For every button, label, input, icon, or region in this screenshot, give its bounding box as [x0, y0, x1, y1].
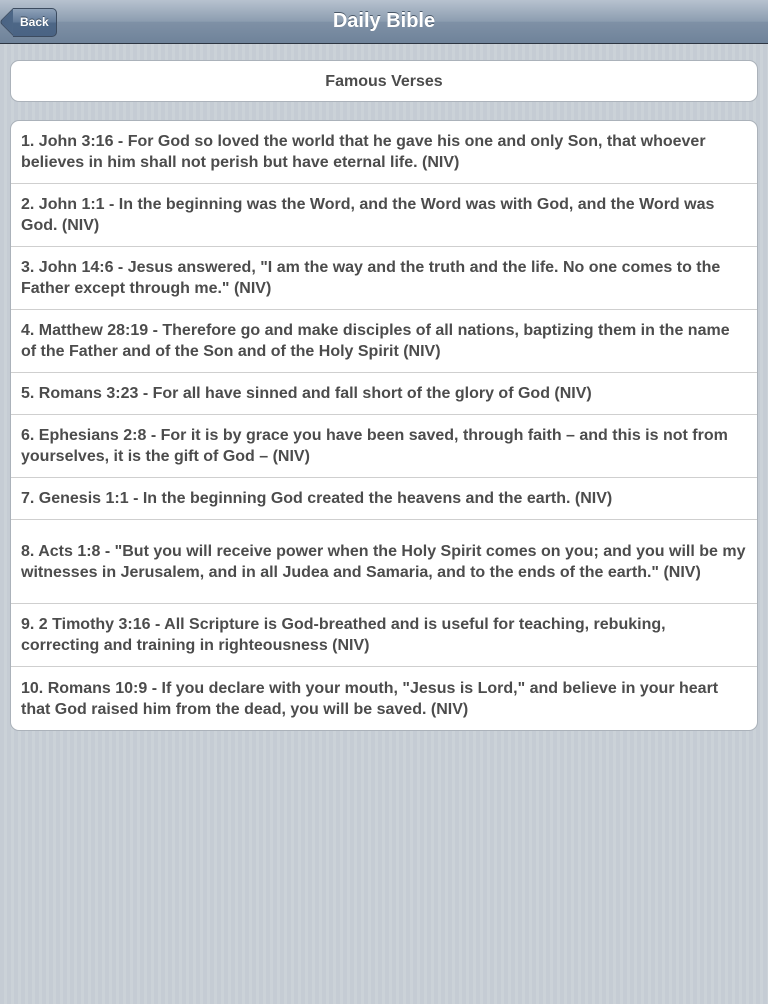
- verse-item-6[interactable]: 6. Ephesians 2:8 - For it is by grace you have been saved, through faith – and this is not from yourselves, it is the gift of God – (NIV): [11, 415, 757, 478]
- verse-item-10[interactable]: 10. Romans 10:9 - If you declare with your mouth, "Jesus is Lord," and believe in your heart that God raised him from the dead, you will be saved. (NIV): [21, 679, 719, 718]
- verse-item-2[interactable]: 2. John 1:1 - In the beginning was the Word, and the Word was with God, and the Word was God. (NIV): [11, 184, 757, 247]
- verse-list: [10, 120, 758, 731]
- section-header: Famous Verses: [10, 60, 758, 102]
- verse-item-8[interactable]: 8. Acts 1:8 - "But you will receive power when the Holy Spirit comes on you; and you will be my witnesses in Jerusalem, and in all Judea and Samaria, and to the ends of the earth." (NIV): [11, 520, 757, 604]
- verse-item-4[interactable]: 4. Matthew 28:19 - Therefore go and make disciples of all nations, baptizing them in the name of the Father and of the Son and of the Holy Spirit (NIV): [11, 310, 757, 373]
- verse-item-3[interactable]: 3. John 14:6 - Jesus answered, "I am the way and the truth and the life. No one comes to the Father except through me." (NIV): [11, 247, 757, 310]
- back-button-label[interactable]: Back: [20, 15, 49, 29]
- verse-item-9[interactable]: 9. 2 Timothy 3:16 - All Scripture is God-breathed and is useful for teaching, rebuking, correcting and training in righteousness (NIV): [11, 604, 757, 667]
- verse-item-5[interactable]: 5. Romans 3:23 - For all have sinned and fall short of the glory of God (NIV): [11, 373, 757, 415]
- verse-item-1[interactable]: 1. John 3:16 - For God so loved the world that he gave his one and only Son, that whoever believes in him shall not perish but have eternal life. (NIV): [11, 121, 757, 184]
- page-title: Daily Bible: [332, 10, 436, 32]
- navigation-bar: [0, 0, 768, 44]
- verse-item-7[interactable]: 7. Genesis 1:1 - In the beginning God created the heavens and the earth. (NIV): [11, 478, 757, 520]
